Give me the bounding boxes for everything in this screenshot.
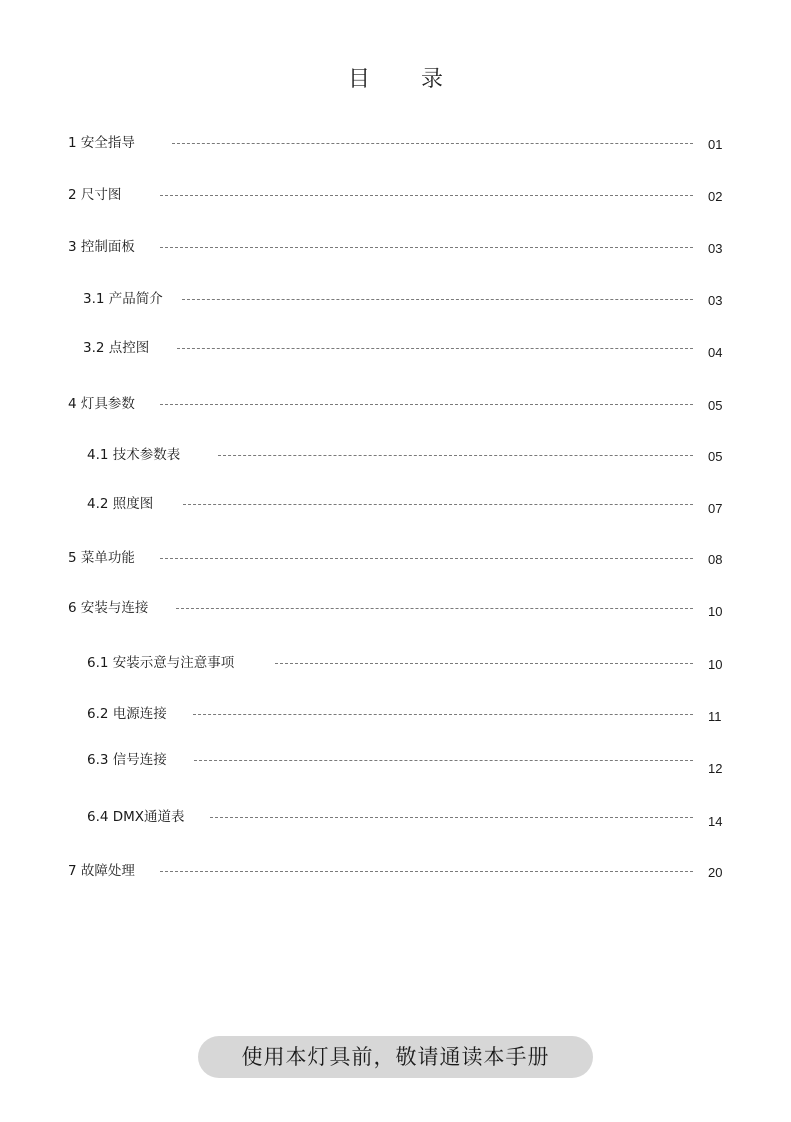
toc-entry-label: 1 安全指导 [68, 135, 135, 151]
toc-leader-line [275, 663, 693, 664]
toc-entry-label: 7 故障处理 [68, 863, 135, 879]
toc-leader-line [160, 871, 693, 872]
toc-entry-label: 4.1 技术参数表 [87, 447, 181, 463]
toc-entry-label: 3 控制面板 [68, 239, 135, 255]
toc-entry-page-number: 14 [708, 814, 723, 829]
toc-entry [0, 807, 791, 827]
toc-entry-label: 6.4 DMX通道表 [87, 809, 185, 825]
toc-entry-label: 6 安装与连接 [68, 600, 149, 616]
toc-leader-line [182, 299, 693, 300]
toc-entry [0, 653, 791, 673]
toc-leader-line [194, 760, 693, 761]
toc-entry-page-number: 04 [708, 345, 723, 360]
toc-entry-label: 2 尺寸图 [68, 187, 122, 203]
toc-entry [0, 750, 791, 776]
toc-entry-page-number: 08 [708, 552, 723, 567]
toc-entry [0, 394, 791, 414]
toc-entry-page-number: 02 [708, 189, 723, 204]
toc-entry-page-number: 07 [708, 501, 723, 516]
toc-leader-line [177, 348, 693, 349]
toc-entry [0, 704, 791, 724]
toc-entry-page-number: 03 [708, 293, 723, 308]
toc-entry-label: 5 菜单功能 [68, 550, 135, 566]
page-title: 目 录 [348, 67, 465, 92]
toc-entry-label: 6.3 信号连接 [87, 752, 167, 768]
toc-entry-label: 6.1 安装示意与注意事项 [87, 655, 235, 671]
toc-entry-page-number: 05 [708, 449, 723, 464]
toc-leader-line [176, 608, 693, 609]
toc-entry-label: 4.2 照度图 [87, 496, 154, 512]
toc-entry-page-number: 05 [708, 398, 723, 413]
toc-entry [0, 338, 791, 358]
toc-entry [0, 861, 791, 881]
toc-entry-page-number: 12 [708, 761, 723, 776]
toc-entry [0, 289, 791, 309]
toc-leader-line [193, 714, 693, 715]
toc-entry-page-number: 11 [708, 709, 722, 724]
toc-leader-line [160, 247, 693, 248]
toc-entry-label: 3.2 点控图 [83, 340, 150, 356]
toc-entry [0, 548, 791, 568]
toc-leader-line [160, 195, 693, 196]
toc-leader-line [160, 404, 693, 405]
toc-entry-page-number: 10 [708, 604, 723, 619]
toc-entry [0, 598, 791, 618]
toc-entry-label: 3.1 产品简介 [83, 291, 163, 307]
toc-entry-page-number: 20 [708, 865, 723, 880]
toc-entry [0, 445, 791, 465]
toc-entry [0, 494, 791, 514]
footer-notice: 使用本灯具前，敬请通读本手册 [198, 1036, 593, 1078]
toc-entry-page-number: 10 [708, 657, 723, 672]
toc-entry-page-number: 03 [708, 241, 723, 256]
toc-entry-label: 6.2 电源连接 [87, 706, 167, 722]
toc-leader-line [210, 817, 693, 818]
toc-entry [0, 133, 791, 153]
toc-entry-label: 4 灯具参数 [68, 396, 135, 412]
toc-leader-line [160, 558, 693, 559]
toc-leader-line [183, 504, 693, 505]
toc-leader-line [218, 455, 693, 456]
toc-leader-line [172, 143, 693, 144]
toc-entry [0, 185, 791, 205]
toc-entry [0, 237, 791, 257]
toc-entry-page-number: 01 [708, 137, 723, 152]
